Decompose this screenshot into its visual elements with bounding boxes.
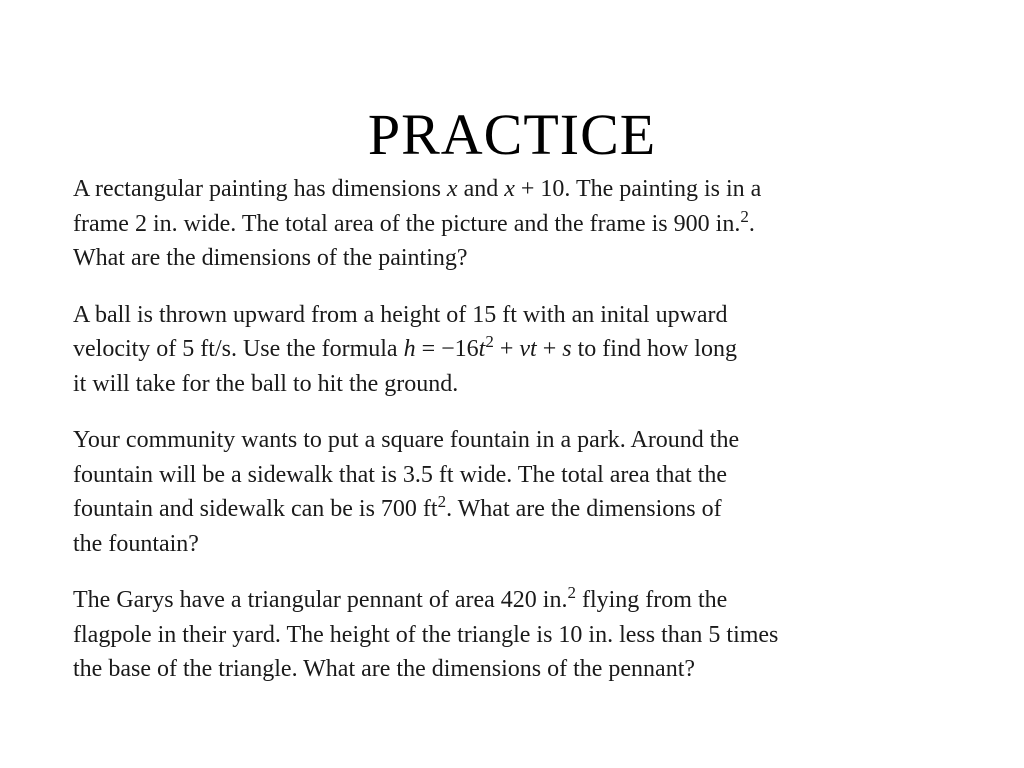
text-run: flagpole in their yard. The height of the triangle is 10 in. less than 5 times <box>73 621 779 648</box>
exponent: 2 <box>740 206 749 226</box>
variable-x: x <box>446 176 458 202</box>
variable-h: h <box>403 336 416 362</box>
problem-line <box>73 176 761 202</box>
text-run: + 10. The painting is in a <box>514 176 762 202</box>
variable-vt: vt <box>519 336 537 362</box>
problem-line <box>73 427 739 453</box>
exponent: 2 <box>567 583 576 602</box>
exponent: 2 <box>485 332 494 351</box>
problem-line <box>73 583 728 613</box>
problem-line <box>73 656 695 682</box>
text-run: the fountain? <box>73 530 199 557</box>
text-run: flying from the <box>575 587 728 613</box>
problem-line <box>73 622 778 648</box>
problem-line <box>73 206 755 237</box>
slide-title: PRACTICE <box>367 102 657 167</box>
text-run: to find how long <box>571 336 737 362</box>
variable-x: x <box>504 176 515 202</box>
text-run: velocity of 5 ft/s. Use the formula <box>73 336 404 362</box>
text-run: + <box>493 336 520 362</box>
text-run: . <box>748 210 755 237</box>
text-run: fountain and sidewalk can be is 700 ft <box>73 496 438 522</box>
text-run: it will take for the ball to hit the ground. <box>73 370 459 397</box>
variable-t: t <box>478 336 486 362</box>
text-run: frame 2 in. wide. The total area of the picture and the frame is 900 in. <box>73 210 741 237</box>
text-run: A rectangular painting has dimensions <box>73 176 447 202</box>
text-run: Your community wants to put a square fountain in a park. Around the <box>73 427 740 453</box>
text-run: and <box>457 176 505 202</box>
problem-fountain <box>73 423 953 561</box>
text-run: = −16 <box>415 336 479 362</box>
problem-list <box>73 172 953 709</box>
problem-line <box>73 462 727 488</box>
text-run: the base of the triangle. What are the dimensions of the pennant? <box>73 656 696 682</box>
text-run: + <box>536 336 563 362</box>
text-run: A ball is thrown upward from a height of 15 ft with an inital upward <box>73 301 728 328</box>
exponent: 2 <box>437 492 447 511</box>
problem-pennant <box>73 583 953 687</box>
problem-line <box>73 332 737 362</box>
text-run: fountain will be a sidewalk that is 3.5 ft wide. The total area that the <box>73 461 728 488</box>
variable-s: s <box>562 336 572 362</box>
problem-line <box>73 371 458 397</box>
problem-line <box>73 531 199 557</box>
text-run: The Garys have a triangular pennant of area 420 in. <box>73 587 568 613</box>
problem-ball <box>73 298 953 402</box>
problem-line <box>73 245 468 271</box>
problem-line <box>73 302 728 328</box>
text-run: What are the dimensions of the painting? <box>73 245 468 271</box>
problem-line <box>73 492 722 522</box>
text-run: . What are the dimensions of <box>446 496 722 522</box>
problem-painting <box>73 172 953 276</box>
